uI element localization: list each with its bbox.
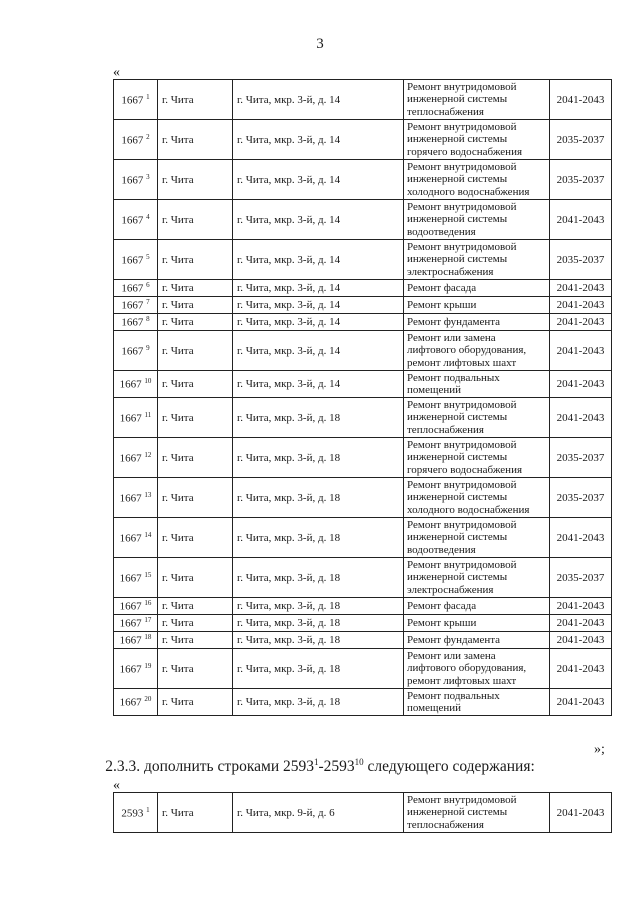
period-cell: 2041-2043 <box>550 331 612 371</box>
work-type-line: инженерной системы <box>407 213 508 226</box>
work-type-line: холодного водоснабжения <box>407 185 530 198</box>
period-cell: 2041-2043 <box>550 632 612 649</box>
work-type-cell <box>404 240 550 280</box>
table-row <box>114 558 612 598</box>
address-cell: г. Чита, мкр. 3-й, д. 18 <box>233 689 404 716</box>
municipality-cell: г. Чита <box>158 632 233 649</box>
work-type-line: Ремонт внутридомовой <box>407 558 517 571</box>
work-type-line: инженерной системы <box>407 253 508 266</box>
municipality-cell: г. Чита <box>158 649 233 689</box>
work-type-line: горячего водоснабжения <box>407 145 523 158</box>
period-cell: 2035-2037 <box>550 438 612 478</box>
municipality-cell: г. Чита <box>158 297 233 314</box>
municipality-cell: г. Чита <box>158 240 233 280</box>
table-row <box>114 297 612 314</box>
address-cell: г. Чита, мкр. 3-й, д. 18 <box>233 518 404 558</box>
municipality-cell: г. Чита <box>158 438 233 478</box>
municipality-cell: г. Чита <box>158 80 233 120</box>
work-type-line: Ремонт внутридомовой <box>407 438 517 451</box>
work-type-cell <box>404 615 550 632</box>
address-cell: г. Чита, мкр. 3-й, д. 18 <box>233 632 404 649</box>
table-row <box>114 160 612 200</box>
period-cell: 2041-2043 <box>550 371 612 398</box>
municipality-cell: г. Чита <box>158 598 233 615</box>
municipality-cell: г. Чита <box>158 793 233 833</box>
municipality-cell: г. Чита <box>158 331 233 371</box>
row-number: 1667 $^8$ <box>114 314 158 331</box>
amendment-heading: 2.3.3. дополнить строками 2593$^1$-2593$^{10}$ следующего содержания: <box>105 757 535 776</box>
municipality-cell: г. Чита <box>158 120 233 160</box>
row-number: 1667 $^4$ <box>114 200 158 240</box>
work-type-cell <box>404 689 550 716</box>
municipality-cell: г. Чита <box>158 689 233 716</box>
schedule-table-addition <box>113 792 612 833</box>
work-type-line: инженерной системы <box>407 571 508 584</box>
municipality-cell: г. Чита <box>158 200 233 240</box>
work-type-cell <box>404 478 550 518</box>
period-cell: 2041-2043 <box>550 200 612 240</box>
row-number: 1667 $^{10}$ <box>114 371 158 398</box>
period-cell: 2035-2037 <box>550 478 612 518</box>
work-type-line: Ремонт подвальных <box>407 689 500 702</box>
address-cell: г. Чита, мкр. 3-й, д. 18 <box>233 438 404 478</box>
period-cell: 2041-2043 <box>550 649 612 689</box>
work-type-line: ремонт лифтовых шахт <box>407 356 517 369</box>
work-type-line: Ремонт внутридомовой <box>407 160 517 173</box>
table-row <box>114 793 612 833</box>
row-number: 1667 $^{15}$ <box>114 558 158 598</box>
table-row <box>114 398 612 438</box>
work-type-cell <box>404 120 550 160</box>
work-type-line: Ремонт крыши <box>407 298 477 311</box>
municipality-cell: г. Чита <box>158 371 233 398</box>
table-row <box>114 518 612 558</box>
table-row <box>114 120 612 160</box>
row-number: 1667 $^5$ <box>114 240 158 280</box>
address-cell: г. Чита, мкр. 3-й, д. 14 <box>233 297 404 314</box>
municipality-cell: г. Чита <box>158 478 233 518</box>
work-type-line: Ремонт внутридомовой <box>407 398 517 411</box>
work-type-line: Ремонт или замена <box>407 649 496 662</box>
period-cell: 2041-2043 <box>550 280 612 297</box>
work-type-line: Ремонт внутридомовой <box>407 478 517 491</box>
work-type-line: водоотведения <box>407 225 476 238</box>
municipality-cell: г. Чита <box>158 314 233 331</box>
work-type-cell <box>404 438 550 478</box>
table-row <box>114 689 612 716</box>
address-cell: г. Чита, мкр. 3-й, д. 14 <box>233 280 404 297</box>
work-type-line: инженерной системы <box>407 491 508 504</box>
row-number: 1667 $^2$ <box>114 120 158 160</box>
period-cell: 2035-2037 <box>550 240 612 280</box>
work-type-line: помещений <box>407 384 462 396</box>
row-number: 1667 $^7$ <box>114 297 158 314</box>
work-type-line: инженерной системы <box>407 173 508 186</box>
work-type-cell <box>404 80 550 120</box>
table-row <box>114 649 612 689</box>
work-type-cell <box>404 314 550 331</box>
table-row <box>114 314 612 331</box>
work-type-line: электроснабжения <box>407 583 494 596</box>
work-type-cell <box>404 518 550 558</box>
work-type-line: теплоснабжения <box>407 105 484 118</box>
table-row <box>114 632 612 649</box>
municipality-cell: г. Чита <box>158 558 233 598</box>
table-row <box>114 598 612 615</box>
work-type-line: Ремонт внутридомовой <box>407 518 517 531</box>
address-cell: г. Чита, мкр. 3-й, д. 18 <box>233 598 404 615</box>
opening-quote-mark: « <box>113 65 120 80</box>
municipality-cell: г. Чита <box>158 518 233 558</box>
work-type-cell <box>404 200 550 240</box>
work-type-line: Ремонт внутридомовой <box>407 200 517 213</box>
table-row <box>114 200 612 240</box>
work-type-line: горячего водоснабжения <box>407 463 523 476</box>
address-cell: г. Чита, мкр. 9-й, д. 6 <box>233 793 404 833</box>
work-type-line: Ремонт фасада <box>407 599 477 612</box>
address-cell: г. Чита, мкр. 3-й, д. 14 <box>233 371 404 398</box>
row-number: 1667 $^6$ <box>114 280 158 297</box>
period-cell: 2041-2043 <box>550 518 612 558</box>
work-type-line: Ремонт крыши <box>407 616 477 629</box>
row-number: 2593 $^1$ <box>114 793 158 833</box>
work-type-line: инженерной системы <box>407 806 508 819</box>
municipality-cell: г. Чита <box>158 615 233 632</box>
work-type-cell <box>404 371 550 398</box>
work-type-cell <box>404 297 550 314</box>
work-type-cell <box>404 598 550 615</box>
work-type-cell <box>404 280 550 297</box>
table-row <box>114 615 612 632</box>
row-number: 1667 $^{18}$ <box>114 632 158 649</box>
address-cell: г. Чита, мкр. 3-й, д. 14 <box>233 80 404 120</box>
table-row <box>114 280 612 297</box>
work-type-line: лифтового оборудования, <box>407 662 527 675</box>
work-type-line: инженерной системы <box>407 451 508 464</box>
closing-quote-mark: »; <box>594 742 605 757</box>
schedule-table <box>113 79 612 716</box>
work-type-cell <box>404 558 550 598</box>
work-type-line: теплоснабжения <box>407 423 484 436</box>
row-number: 1667 $^{13}$ <box>114 478 158 518</box>
municipality-cell: г. Чита <box>158 398 233 438</box>
work-type-cell <box>404 398 550 438</box>
row-number: 1667 $^{20}$ <box>114 689 158 716</box>
table-row <box>114 240 612 280</box>
period-cell: 2041-2043 <box>550 615 612 632</box>
row-number: 1667 $^{16}$ <box>114 598 158 615</box>
table-row <box>114 478 612 518</box>
row-number: 1667 $^{14}$ <box>114 518 158 558</box>
opening-quote-mark-2: « <box>113 778 120 793</box>
address-cell: г. Чита, мкр. 3-й, д. 14 <box>233 120 404 160</box>
table-row <box>114 331 612 371</box>
work-type-cell <box>404 160 550 200</box>
work-type-line: холодного водоснабжения <box>407 503 530 516</box>
municipality-cell: г. Чита <box>158 160 233 200</box>
row-number: 1667 $^{11}$ <box>114 398 158 438</box>
period-cell: 2041-2043 <box>550 398 612 438</box>
address-cell: г. Чита, мкр. 3-й, д. 14 <box>233 314 404 331</box>
page-number: 3 <box>316 36 324 52</box>
address-cell: г. Чита, мкр. 3-й, д. 18 <box>233 558 404 598</box>
work-type-cell <box>404 632 550 649</box>
work-type-line: ремонт лифтовых шахт <box>407 674 517 687</box>
work-type-cell <box>404 793 550 833</box>
work-type-line: Ремонт фундамента <box>407 633 501 646</box>
work-type-line: Ремонт внутридомовой <box>407 240 517 253</box>
work-type-line: инженерной системы <box>407 133 508 146</box>
table-row <box>114 438 612 478</box>
work-type-line: помещений <box>407 702 462 714</box>
work-type-line: Ремонт фасада <box>407 281 477 294</box>
row-number: 1667 $^{12}$ <box>114 438 158 478</box>
work-type-line: Ремонт внутридомовой <box>407 793 517 806</box>
period-cell: 2041-2043 <box>550 793 612 833</box>
row-number: 1667 $^1$ <box>114 80 158 120</box>
work-type-line: электроснабжения <box>407 265 494 278</box>
work-type-line: инженерной системы <box>407 411 508 424</box>
period-cell: 2041-2043 <box>550 314 612 331</box>
work-type-cell <box>404 649 550 689</box>
table-row <box>114 371 612 398</box>
work-type-line: Ремонт фундамента <box>407 315 501 328</box>
row-number: 1667 $^3$ <box>114 160 158 200</box>
work-type-line: водоотведения <box>407 543 476 556</box>
address-cell: г. Чита, мкр. 3-й, д. 18 <box>233 615 404 632</box>
work-type-line: теплоснабжения <box>407 818 484 831</box>
work-type-line: Ремонт подвальных <box>407 371 500 384</box>
period-cell: 2041-2043 <box>550 80 612 120</box>
address-cell: г. Чита, мкр. 3-й, д. 14 <box>233 331 404 371</box>
municipality-cell: г. Чита <box>158 280 233 297</box>
address-cell: г. Чита, мкр. 3-й, д. 18 <box>233 478 404 518</box>
work-type-cell <box>404 331 550 371</box>
period-cell: 2041-2043 <box>550 598 612 615</box>
work-type-line: лифтового оборудования, <box>407 344 527 357</box>
address-cell: г. Чита, мкр. 3-й, д. 14 <box>233 200 404 240</box>
work-type-line: Ремонт или замена <box>407 331 496 344</box>
work-type-line: Ремонт внутридомовой <box>407 80 517 93</box>
address-cell: г. Чита, мкр. 3-й, д. 14 <box>233 240 404 280</box>
work-type-line: инженерной системы <box>407 93 508 106</box>
period-cell: 2035-2037 <box>550 558 612 598</box>
row-number: 1667 $^9$ <box>114 331 158 371</box>
work-type-line: инженерной системы <box>407 531 508 544</box>
period-cell: 2041-2043 <box>550 297 612 314</box>
period-cell: 2035-2037 <box>550 120 612 160</box>
table-row <box>114 80 612 120</box>
period-cell: 2041-2043 <box>550 689 612 716</box>
row-number: 1667 $^{19}$ <box>114 649 158 689</box>
row-number: 1667 $^{17}$ <box>114 615 158 632</box>
period-cell: 2035-2037 <box>550 160 612 200</box>
address-cell: г. Чита, мкр. 3-й, д. 18 <box>233 398 404 438</box>
address-cell: г. Чита, мкр. 3-й, д. 18 <box>233 649 404 689</box>
work-type-line: Ремонт внутридомовой <box>407 120 517 133</box>
address-cell: г. Чита, мкр. 3-й, д. 14 <box>233 160 404 200</box>
